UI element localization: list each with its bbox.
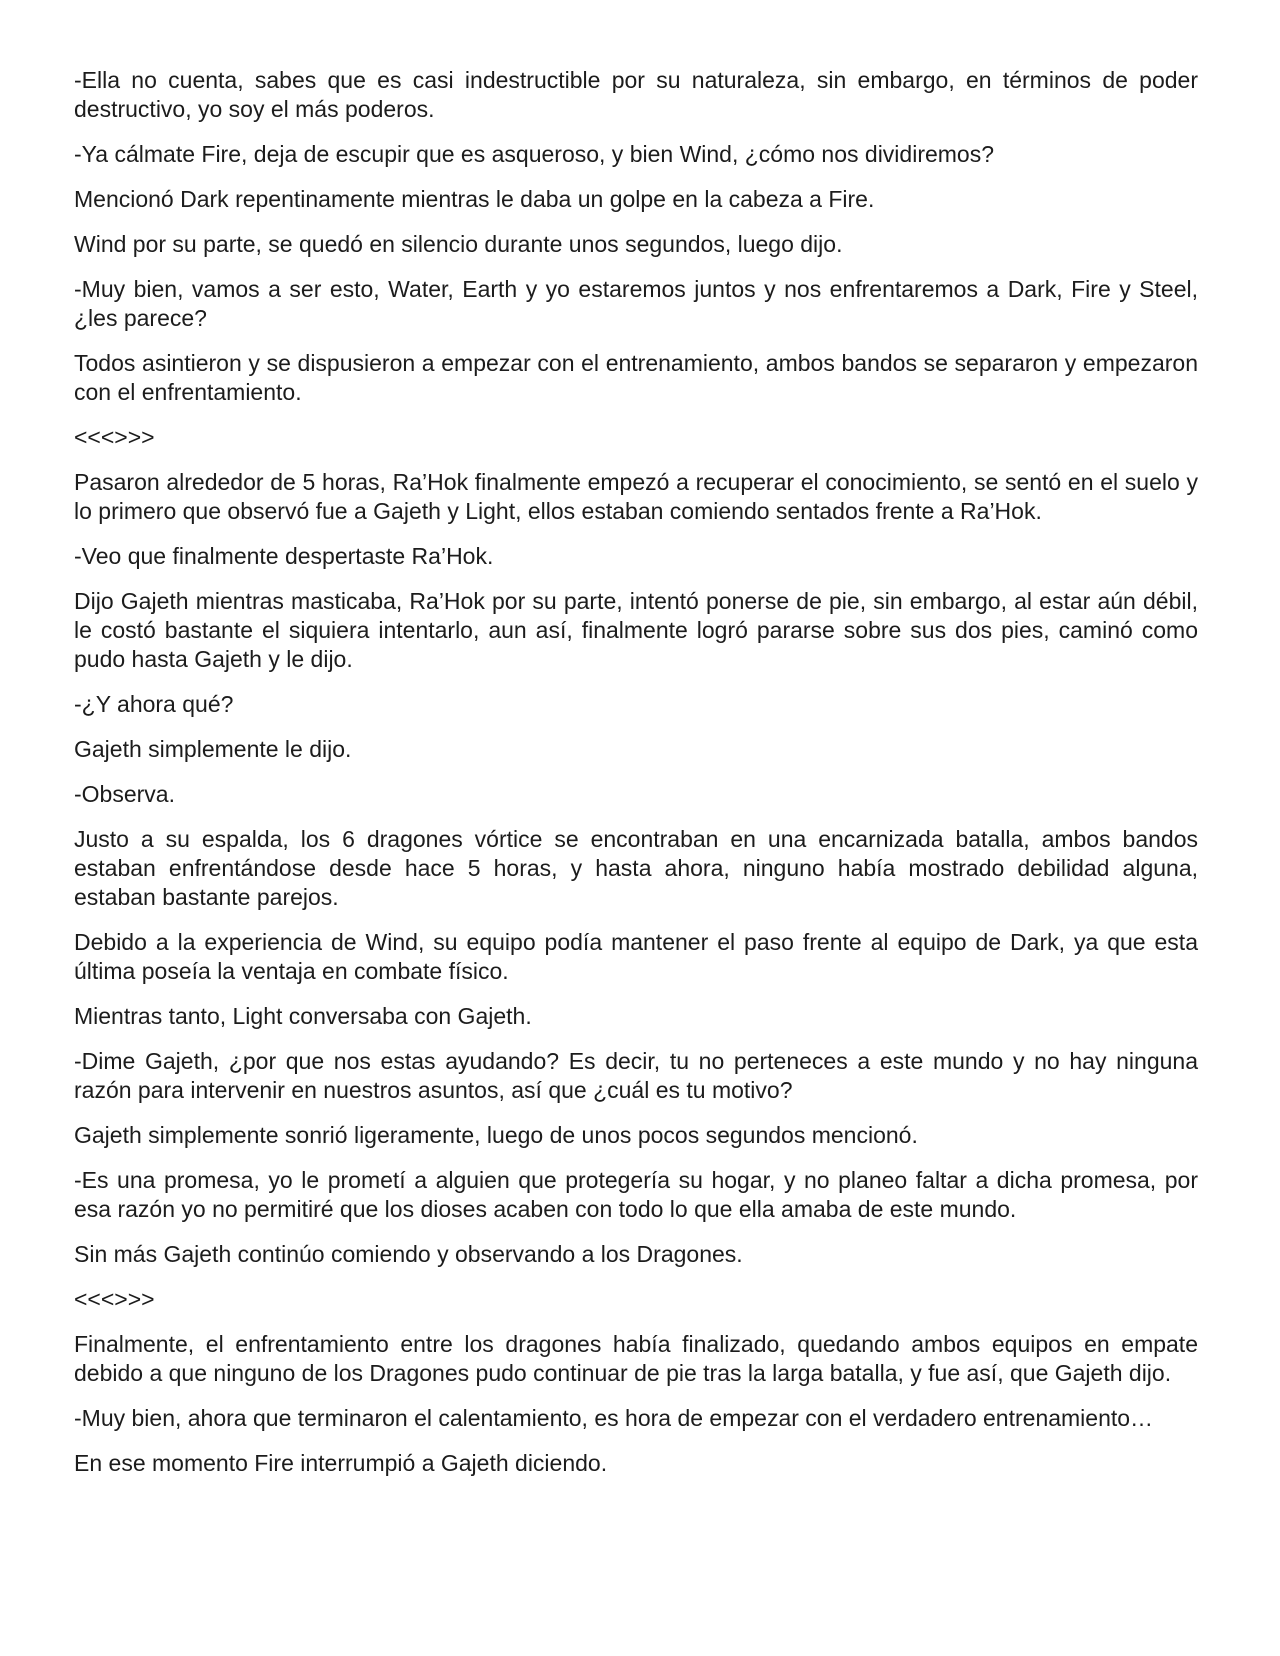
paragraph: Todos asintieron y se dispusieron a empezar con el entrenamiento, ambos bandos se separaron y empezaron con el enfrentamiento. [74,350,1198,405]
scene-separator: <<<>>> [74,1286,155,1312]
paragraph: En ese momento Fire interrumpió a Gajeth diciendo. [74,1450,608,1476]
paragraph: Dijo Gajeth mientras masticaba, Ra’Hok por su parte, intentó ponerse de pie, sin embargo, al estar aún débil, le costó bastante el siquiera intentarlo, aun así, finalmente logró pararse sobre sus dos pies, caminó como pudo hasta Gajeth y le dijo. [74,588,1198,672]
paragraph: Finalmente, el enfrentamiento entre los dragones había finalizado, quedando ambos equipos en empate debido a que ninguno de los Dragones pudo continuar de pie tras la larga batalla, y fue así, que Gajeth dijo. [74,1331,1198,1386]
paragraph: -Es una promesa, yo le prometí a alguien que protegería su hogar, y no planeo faltar a dicha promesa, por esa razón yo no permitiré que los dioses acaben con todo lo que ella amaba de este mundo. [74,1167,1198,1222]
paragraph: -Muy bien, ahora que terminaron el calentamiento, es hora de empezar con el verdadero entrenamiento… [74,1405,1154,1431]
paragraph: Mientras tanto, Light conversaba con Gajeth. [74,1003,532,1029]
paragraph: -Muy bien, vamos a ser esto, Water, Earth y yo estaremos juntos y nos enfrentaremos a Dark, Fire y Steel, ¿les parece? [74,276,1198,331]
paragraph: Wind por su parte, se quedó en silencio durante unos segundos, luego dijo. [74,231,843,257]
paragraph: -Dime Gajeth, ¿por que nos estas ayudando? Es decir, tu no perteneces a este mundo y no hay ninguna razón para intervenir en nuestros asuntos, así que ¿cuál es tu motivo? [74,1048,1198,1103]
paragraph: -Ella no cuenta, sabes que es casi indestructible por su naturaleza, sin embargo, en términos de poder destructivo, yo soy el más poderos. [74,67,1198,122]
paragraph: Mencionó Dark repentinamente mientras le daba un golpe en la cabeza a Fire. [74,186,875,212]
paragraph: -Veo que finalmente despertaste Ra’Hok. [74,543,494,569]
document-page [74,66,1198,1494]
paragraph: Justo a su espalda, los 6 dragones vórtice se encontraban en una encarnizada batalla, ambos bandos estaban enfrentándose desde hace 5 horas, y hasta ahora, ninguno había mostrado debilidad alguna, estaban bastante parejos. [74,826,1198,910]
paragraph: Gajeth simplemente sonrió ligeramente, luego de unos pocos segundos mencionó. [74,1122,918,1148]
paragraph: Sin más Gajeth continúo comiendo y observando a los Dragones. [74,1241,743,1267]
paragraph: -Ya cálmate Fire, deja de escupir que es asqueroso, y bien Wind, ¿cómo nos dividiremos? [74,141,995,167]
paragraph: Debido a la experiencia de Wind, su equipo podía mantener el paso frente al equipo de Dark, ya que esta última poseía la ventaja en combate físico. [74,929,1198,984]
paragraph: -¿Y ahora qué? [74,691,234,717]
scene-separator: <<<>>> [74,424,155,450]
paragraph: Gajeth simplemente le dijo. [74,736,352,762]
paragraph: -Observa. [74,781,175,807]
paragraph: Pasaron alrededor de 5 horas, Ra’Hok finalmente empezó a recuperar el conocimiento, se sentó en el suelo y lo primero que observó fue a Gajeth y Light, ellos estaban comiendo sentados frente a Ra’Hok. [74,469,1198,524]
